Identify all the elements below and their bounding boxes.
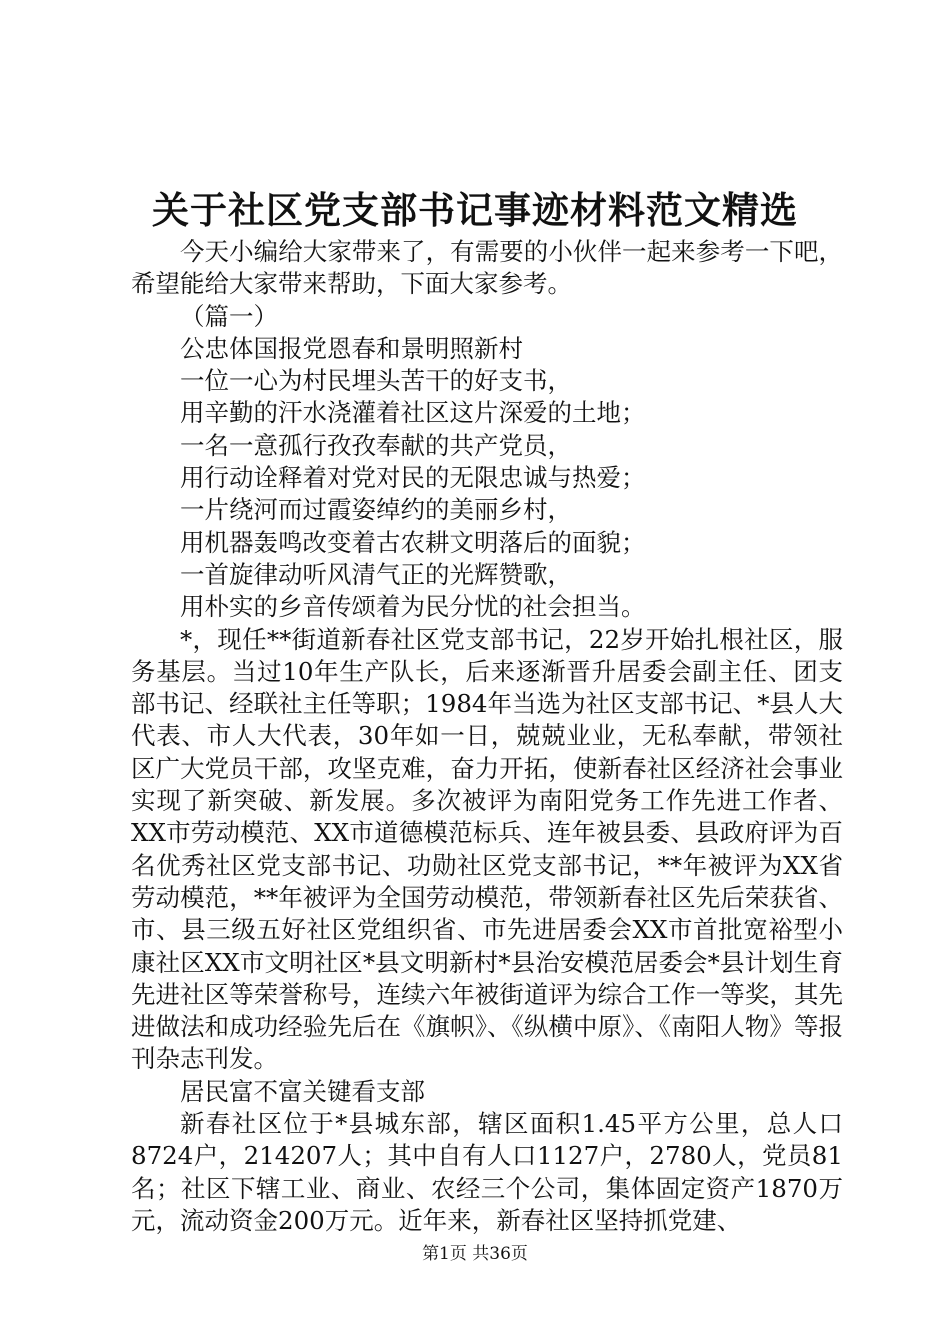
poem-line: 一名一意孤行孜孜奉献的共产党员， — [180, 430, 572, 460]
section-label: （篇一） — [180, 301, 278, 331]
poem-line: 用辛勤的汗水浇灌着社区这片深爱的土地； — [180, 398, 646, 428]
body-paragraph: *，现任**街道新春社区党支部书记，22岁开始扎根社区，服务基层。当过10年生产队长，后来逐渐晋升居委会副主任、团支部书记、经联社主任等职；1984年当选为社区支部书记、*县人大代表、市人大代表，30年如一日，兢兢业业，无私奉献，带领社区广大党员干部，攻坚克难，奋力开拓，使新春社区经济社会事业实现了新突破、新发展。多次被评为南阳党务工作先进工作者、XX市劳动模范、XX市道德模范标兵、连年被县委、县政府评为百名优秀社区党支部书记、功勋社区党支部书记，**年被评为XX省劳动模范，**年被评为全国劳动模范，带领新春社区先后荣获省、市、县三级五好社区党组织省、市先进居委会XX市首批宽裕型小康社区XX市文明社区*县文明新村*县治安模范居委会*县计划生育先进社区等荣誉称号，连续六年被街道评为综合工作一等奖，其先进做法和成功经验先后在《旗帜》、《纵横中原》、《南阳人物》等报刊杂志刊发。 — [131, 624, 843, 1074]
document-body — [131, 236, 843, 1237]
poem-line: 一位一心为村民埋头苦干的好支书， — [180, 366, 572, 396]
document-title: 关于社区党支部书记事迹材料范文精选 — [152, 188, 798, 232]
subheading: 公忠体国报党恩春和景明照新村 — [180, 333, 523, 363]
page-number-footer: 第1页 共36页 — [422, 1244, 528, 1264]
poem-line: 用朴实的乡音传颂着为民分忧的社会担当。 — [180, 592, 646, 622]
body-paragraph: 新春社区位于*县城东部，辖区面积1.45平方公里，总人口8724户，214207人；其中自有人口1127户，2780人，党员81名；社区下辖工业、商业、农经三个公司，集体固定资产1870万元，流动资金200万元。近年来，新春社区坚持抓党建、 — [131, 1109, 843, 1235]
poem-line: 一首旋律动听风清气正的光辉赞歌， — [180, 559, 572, 589]
poem-line: 一片绕河而过霞姿绰约的美丽乡村， — [180, 495, 572, 525]
subheading: 居民富不富关键看支部 — [180, 1076, 425, 1106]
poem-line: 用行动诠释着对党对民的无限忠诚与热爱； — [180, 463, 646, 493]
poem-line: 用机器轰鸣改变着古农耕文明落后的面貌； — [180, 527, 646, 557]
intro-paragraph: 今天小编给大家带来了，有需要的小伙伴一起来参考一下吧，希望能给大家带来帮助，下面大家参考。 — [131, 237, 843, 299]
